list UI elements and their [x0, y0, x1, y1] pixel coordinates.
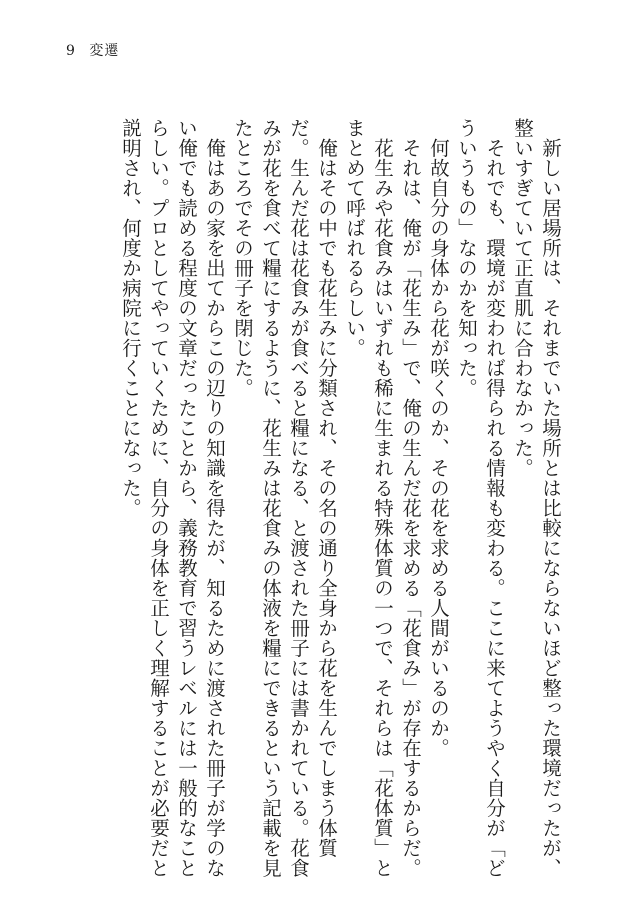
- paragraph: 新しい居場所は、それまでいた場所とは比較にならないほど整った環境だったが、整いすぎていて正直肌に合わなかった。: [511, 118, 562, 878]
- paragraph: 俺はあの家を出てからこの辺りの知識を得たが、知るために渡された冊子が学のない俺でも読める程度の文章だったことから、義務教育で習うレベルには一般的なことらしい。プロとしてやっていくために、自分の身体を正しく理解することが必要だと説明され、何度か病院に行くことになった。: [119, 118, 226, 878]
- chapter-title: 変遷: [89, 43, 120, 59]
- paragraph: 花生みや花食みはいずれも稀に生まれる特殊体質の一つで、それらは「花体質」とまとめて呼ばれるらしい。: [343, 118, 394, 878]
- page-header: [66, 40, 119, 60]
- body-text: [116, 118, 564, 890]
- paragraph: それは、俺が「花生み」で、俺の生んだ花を求める「花食み」が存在するからだ。: [399, 137, 422, 878]
- paragraph: 俺はその中でも花生みに分類され、その名の通り全身から花を生んでしまう体質だ。生んだ花は花食みが食べると糧になる、と渡された冊子には書かれている。花食みが花を食べて糧にするように、花生みは花食みの体液を糧にできるという記載を見たところでその冊子を閉じた。: [231, 118, 338, 878]
- paragraph: それでも、環境が変われば得られる情報も変わる。ここに来てようやく自分が「どういうもの」なのかを知った。: [455, 118, 506, 878]
- page-number: 9: [66, 43, 76, 59]
- paragraph: 何故自分の身体から花が咲くのか、その花を求める人間がいるのか。: [427, 137, 450, 758]
